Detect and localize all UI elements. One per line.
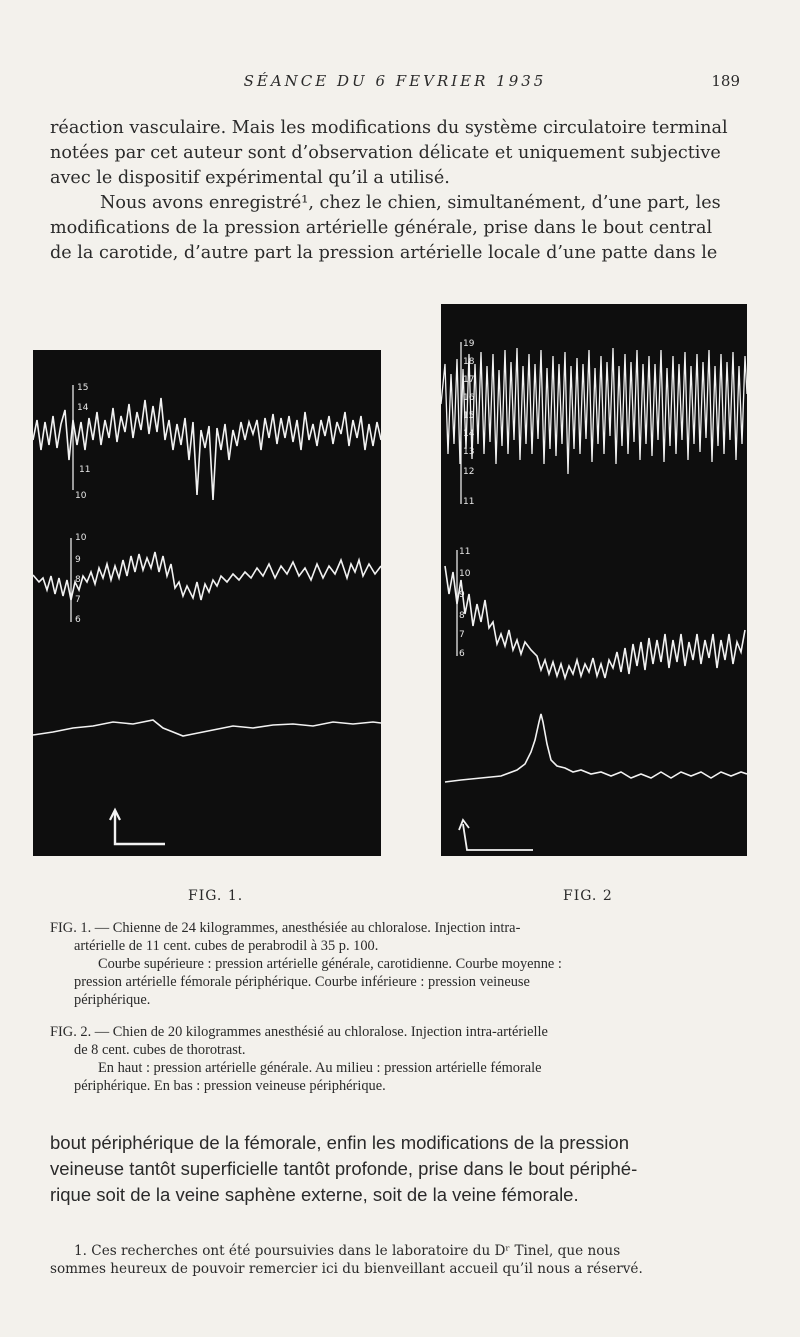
femoral-pressure-curve [33, 552, 381, 600]
femoral-pressure-curve [445, 566, 745, 678]
scale-label: 19 [463, 339, 475, 349]
caption-line: FIG. 2. — Chien de 20 kilogrammes anesthésié au chloralose. Injection intra-artérielle [50, 1024, 548, 1040]
scale-label: 12 [463, 467, 475, 477]
venous-pressure-curve [445, 714, 747, 782]
scale-label: 8 [459, 611, 465, 621]
scale-label: 18 [463, 357, 475, 367]
scale-label: 17 [463, 375, 475, 385]
figure-2-caption [50, 1023, 740, 1095]
figure-2-label: FIG. 2 [563, 888, 613, 904]
footnote-line: sommes heureux de pouvoir remercier ici du bienveillant accueil qu’il nous a réservé. [50, 1261, 643, 1277]
paragraph-intro [50, 116, 740, 191]
text-line: réaction vasculaire. Mais les modifications du système circulatoire terminal [50, 118, 728, 138]
caption-line: En haut : pression artérielle générale. Au milieu : pression artérielle fémorale [98, 1060, 542, 1076]
text-line: avec le dispositif expérimental qu’il a utilisé. [50, 168, 450, 188]
figure-1-svg [33, 350, 381, 856]
text-line: veineuse tantôt superficielle tantôt profonde, prise dans le bout périphé- [50, 1158, 638, 1179]
running-head [50, 72, 740, 96]
figure-1-caption [50, 919, 740, 1009]
text-line: Nous avons enregistré¹, chez le chien, simultanément, d’une part, les [100, 193, 721, 213]
scale-label: 11 [459, 547, 471, 557]
caption-line: FIG. 1. — Chienne de 24 kilogrammes, anesthésiée au chloralose. Injection intra- [50, 920, 521, 936]
page-number: 189 [711, 72, 740, 90]
scale-label: 15 [463, 411, 475, 421]
figure-2-tracing [441, 304, 747, 856]
scale-label: 7 [459, 630, 465, 640]
paragraph-continuation [50, 1130, 740, 1208]
scale-label: 10 [459, 569, 471, 579]
figure-1-tracing [33, 350, 381, 856]
text-line: bout périphérique de la fémorale, enfin les modifications de la pression [50, 1132, 629, 1153]
caption-line: artérielle de 11 cent. cubes de perabrodil à 35 p. 100. [74, 938, 379, 954]
venous-pressure-curve [33, 720, 381, 736]
footnote-line: 1. Ces recherches ont été poursuivies dans le laboratoire du Dʳ Tinel, que nous [74, 1243, 621, 1259]
figure-2-svg [441, 304, 747, 856]
scale-label: 9 [459, 590, 465, 600]
caption-line: de 8 cent. cubes de thorotrast. [74, 1042, 246, 1058]
scale-label: 10 [75, 533, 87, 543]
caption-line: périphérique. [74, 992, 151, 1008]
carotid-pressure-curve [33, 398, 381, 500]
scale-label: 15 [77, 383, 89, 393]
scale-label: 10 [75, 491, 87, 501]
text-line: modifications de la pression artérielle générale, prise dans le bout central [50, 218, 713, 238]
text-line: de la carotide, d’autre part la pression artérielle locale d’une patte dans le [50, 243, 718, 263]
general-arterial-pressure-curve [441, 348, 747, 474]
scale-label: 9 [75, 555, 81, 565]
caption-line: pression artérielle fémorale périphérique. Courbe inférieure : pression veineuse [74, 974, 530, 990]
scale-label: 11 [79, 465, 91, 475]
injection-marker-arrow [115, 812, 165, 844]
paragraph-method [50, 191, 740, 266]
scale-label: 6 [459, 649, 465, 659]
caption-line: périphérique. En bas : pression veineuse périphérique. [74, 1078, 386, 1094]
text-line: notées par cet auteur sont d’observation délicate et uniquement subjective [50, 143, 721, 163]
scale-label: 16 [463, 393, 475, 403]
scale-label: 11 [463, 497, 475, 507]
scale-label: 14 [463, 429, 475, 439]
caption-line: Courbe supérieure : pression artérielle générale, carotidienne. Courbe moyenne : [98, 956, 562, 972]
running-head-title: SÉANCE DU 6 FEVRIER 1935 [243, 72, 547, 90]
text-line: rique soit de la veine saphène externe, soit de la veine fémorale. [50, 1184, 579, 1205]
scale-label: 13 [463, 447, 475, 457]
scale-label: 8 [75, 575, 81, 585]
footnote [50, 1242, 740, 1278]
scale-label: 6 [75, 615, 81, 625]
scale-label: 14 [77, 403, 89, 413]
injection-marker-arrow [463, 824, 533, 850]
figure-1-label: FIG. 1. [188, 888, 244, 904]
scale-label: 7 [75, 595, 81, 605]
